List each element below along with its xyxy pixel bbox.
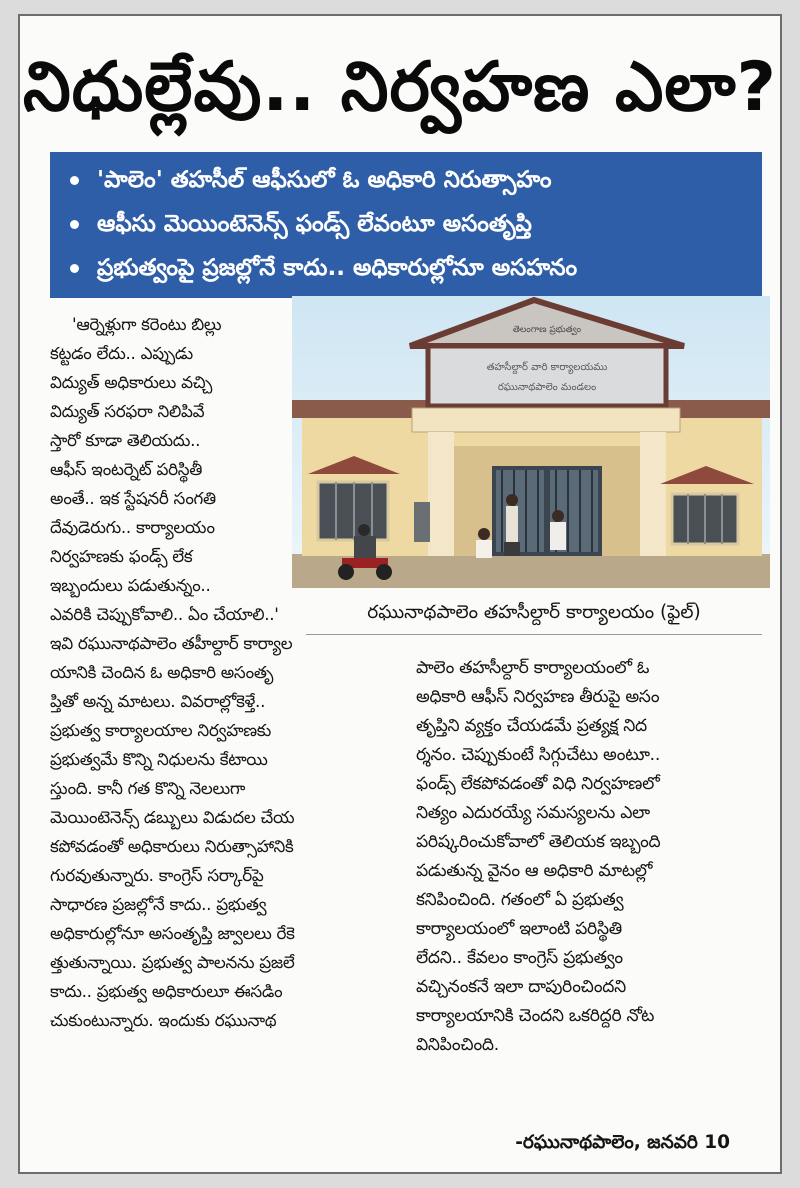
body-line: పడుతున్న వైనం ఆ అధికారి మాటల్లో <box>416 861 653 881</box>
body-line: తృప్తిని వ్యక్తం చేయడమే ప్రత్యక్ష నిద <box>416 716 647 736</box>
article-column-right <box>416 654 760 1060</box>
body-line: 'ఆర్నెళ్లుగా కరెంటు బిల్లు <box>72 314 222 334</box>
body-line: కనిపించింది. గతంలో ఏ ప్రభుత్వ <box>416 890 624 910</box>
body-line: కపోవడంతో అధికారులు నిరుత్సాహానికి <box>50 836 294 856</box>
body-line: ఆఫీస్ ఇంటర్నెట్ పరిస్థితీ <box>50 459 203 479</box>
bullet-icon <box>70 264 79 273</box>
body-line: విద్యుత్ సరఫరా నిలిపివే <box>50 401 205 421</box>
dateline: -రఘునాథపాలెం, జనవరి 10 <box>515 1132 730 1153</box>
caption-divider <box>306 634 762 635</box>
photo-caption: రఘునాథపాలెం తహసీల్దార్ కార్యాలయం (ఫైల్) <box>367 602 701 623</box>
highlight-item <box>62 202 752 246</box>
body-line: ఇబ్బందులు పడుతున్నం.. <box>50 575 211 595</box>
body-line: యానికి చెందిన ఓ అధికారి అసంతృ <box>50 662 273 682</box>
highlights-band <box>50 152 762 298</box>
bullet-icon <box>70 176 79 185</box>
body-line: కాదు.. ప్రభుత్వ అధికారులూ ఈసడిం <box>50 981 283 1001</box>
body-line: పరిష్కరించుకోవాలో తెలియక ఇబ్బంది <box>416 832 661 852</box>
body-line: ఇవి రఘునాథపాలెం తహీల్దార్ కార్యాల <box>50 633 293 653</box>
body-line: నిర్వహణకు ఫండ్స్ లేక <box>50 546 193 566</box>
sign-text: తహసీల్దార్ వారి కార్యాలయము <box>486 362 608 373</box>
body-line: స్తుంది. కానీ గత కొన్ని నెలలుగా <box>50 778 246 798</box>
body-line: ఫండ్స్ లేకపోవడంతో విధి నిర్వహణలో <box>416 774 660 794</box>
body-line: సాధారణ ప్రజల్లోనే కాదు.. ప్రభుత్వ <box>50 894 267 914</box>
body-line: ప్తితో అన్న మాటలు. వివరాల్లోకెళ్తే.. <box>50 691 266 711</box>
body-line: కార్యాలయంలో ఇలాంటి పరిస్థితి <box>416 919 622 939</box>
body-line: అధికారుల్లోనూ అసంతృప్తి జ్వాలలు రేకె <box>50 923 295 943</box>
body-line: విద్యుత్ అధికారులు వచ్చి <box>50 372 213 392</box>
body-line: చుకుంటున్నారు. ఇందుకు రఘునాథ <box>50 1010 277 1030</box>
office-building-photo <box>292 296 770 588</box>
body-line: వచ్చినంకనే ఇలా దాపురించిందని <box>416 977 626 997</box>
highlight-text: 'పాలెం' తహసీల్ ఆఫీసులో ఓ అధికారి నిరుత్సాహం <box>97 167 552 193</box>
building-image <box>292 296 770 588</box>
body-line: ఎవరికి చెప్పుకోవాలి.. ఏం చేయాలి..' <box>50 604 279 624</box>
body-line: దేవుడెరుగు.. కార్యాలయం <box>50 517 215 537</box>
body-line: ర్శనం. చెప్పుకుంటే సిగ్గుచేటు అంటూ.. <box>416 745 660 765</box>
body-line: గురవుతున్నారు. కాంగ్రెస్ సర్కార్‌పై <box>50 865 264 885</box>
body-line: కార్యాలయానికి చెందని ఒకరిద్దరి నోట <box>416 1006 655 1026</box>
body-line: వినిపించింది. <box>416 1035 499 1055</box>
highlight-item <box>62 158 752 202</box>
sign-text: రఘునాథపాలెం మండలం <box>497 382 597 393</box>
body-line: నిత్యం ఎదురయ్యే సమస్యలను ఎలా <box>416 803 650 823</box>
body-line: కట్టడం లేదు.. ఎప్పుడు <box>50 343 193 363</box>
body-line: ప్రభుత్వమే కొన్ని నిధులను కేటాయి <box>50 749 268 769</box>
body-line: లేదని.. కేవలం కాంగ్రెస్ ప్రభుత్వం <box>416 948 623 968</box>
body-line: మెయింటెనెన్స్ డబ్బులు విడుదల చేయ <box>50 807 295 827</box>
body-line: అధికారి ఆఫీస్ నిర్వహణ తీరుపై అసం <box>416 687 660 707</box>
body-line: త్తుతున్నాయి. ప్రభుత్వ పాలనను ప్రజలే <box>50 952 295 972</box>
highlight-text: ప్రభుత్వంపై ప్రజల్లోనే కాదు.. అధికారుల్లోనూ అసహనం <box>97 255 578 281</box>
newspaper-clipping <box>18 14 782 1174</box>
body-line: పాలెం తహసీల్దార్ కార్యాలయంలో ఓ <box>416 658 650 678</box>
bullet-icon <box>70 220 79 229</box>
headline: నిధుల్లేవు.. నిర్వహణ ఎలా? <box>23 48 777 127</box>
article-column-left <box>50 310 304 1035</box>
body-line: అంతే.. ఇక స్టేషనరీ సంగతి <box>50 488 216 508</box>
highlight-item <box>62 246 752 290</box>
body-line: స్తారో కూడా తెలియదు.. <box>50 430 201 450</box>
sign-text: తెలంగాణ ప్రభుత్వం <box>512 325 582 335</box>
highlight-text: ఆఫీసు మెయింటెనెన్స్ ఫండ్స్ లేవంటూ అసంతృప్తి <box>97 211 532 237</box>
body-line: ప్రభుత్వ కార్యాలయాల నిర్వహణకు <box>50 720 272 740</box>
